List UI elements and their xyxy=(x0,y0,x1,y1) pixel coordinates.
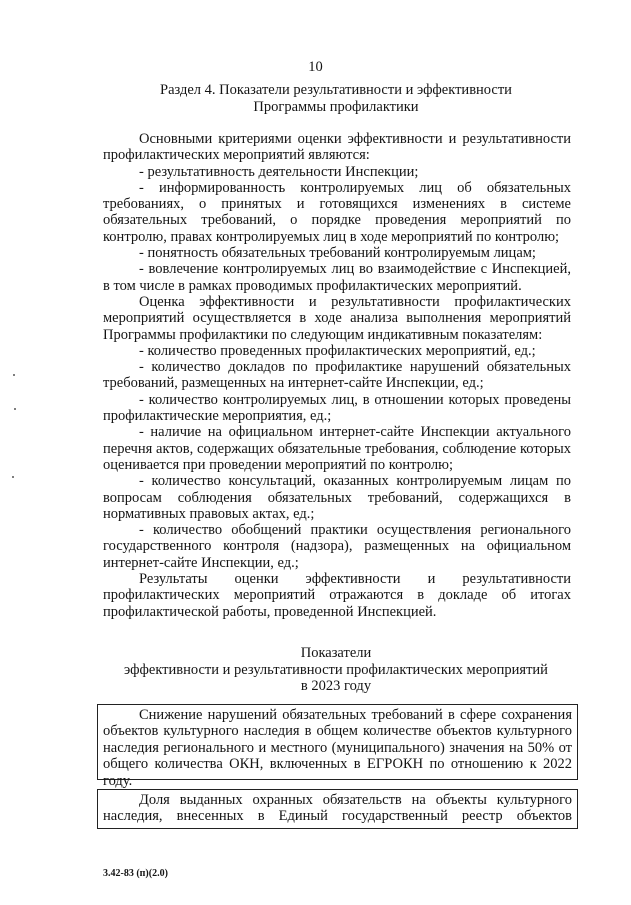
section-title-line-1: Раздел 4. Показатели результативности и эффективности xyxy=(160,82,512,98)
indicator-text: Снижение нарушений обязательных требований в сфере сохранения объектов культурного наследия в общем количестве объектов культурного наследия регионального и местного (муниципального) значения на 50% от общего количества ОКН, включенных в ЕГРОКН по отношению к 2022 году. xyxy=(103,707,572,789)
indicator-cell xyxy=(97,704,578,789)
paragraph: - количество обобщений практики осуществления регионального государственного контроля (надзора), размещенных на официальном интернет-сайте Инспекции, ед.; xyxy=(103,522,571,571)
paragraph: - количество консультаций, оказанных контролируемым лицам по вопросам соблюдения обязательных требований, содержащихся в нормативных правовых актах, ед.; xyxy=(103,473,571,522)
indicator-cell xyxy=(97,789,578,829)
indicators-table-title xyxy=(100,645,572,695)
paragraph: Основными критериями оценки эффективности и результативности профилактических мероприятий являются: xyxy=(103,131,571,164)
scan-speck xyxy=(13,374,15,376)
paragraph: - информированность контролируемых лиц об обязательных требованиях, о принятых и готовящихся изменениях в системе обязательных требований, о порядке проведения мероприятий по контролю, правах контролируемых лиц в ходе мероприятий по контролю; xyxy=(103,179,571,245)
paragraph: - вовлечение контролируемых лиц во взаимодействие с Инспекцией, в том числе в рамках проводимых профилактических мероприятий. xyxy=(103,261,571,294)
paragraph: - понятность обязательных требований контролируемым лицам; xyxy=(139,245,536,262)
paragraph: - количество проведенных профилактических мероприятий, ед.; xyxy=(139,342,536,359)
paragraph: - количество контролируемых лиц, в отношении которых проведены профилактические мероприятия, ед.; xyxy=(103,391,571,425)
paragraph: Оценка эффективности и результативности профилактических мероприятий осуществляется в ходе анализа выполнения мероприятий Программы профилактики по следующим индикативным показателям: xyxy=(103,293,571,343)
paragraph: - наличие на официальном интернет-сайте Инспекции актуального перечня актов, содержащих обязательные требования, соблюдение которых оценивается при проведении мероприятий по контролю; xyxy=(103,424,571,473)
table-title-line-1: Показатели xyxy=(300,645,372,661)
table-title-line-3: в 2023 году xyxy=(300,678,372,694)
page-number: 10 xyxy=(308,59,323,75)
section-title xyxy=(100,82,572,116)
scan-speck xyxy=(12,476,14,478)
paragraph: - результативность деятельности Инспекции; xyxy=(139,163,419,180)
body-text xyxy=(103,131,571,620)
scan-speck xyxy=(14,408,16,410)
document-code: 3.42-83 (п)(2.0) xyxy=(103,868,168,879)
paragraph: Результаты оценки эффективности и результативности профилактических мероприятий отражаются в докладе об итогах профилактической работы, проведенной Инспекцией. xyxy=(103,571,571,620)
indicator-text: Доля выданных охранных обязательств на объекты культурного наследия, внесенных в Единый государственный реестр объектов xyxy=(103,792,572,825)
section-title-line-2: Программы профилактики xyxy=(253,99,419,115)
table-title-line-2: эффективности и результативности профилактических мероприятий xyxy=(124,661,548,678)
paragraph: - количество докладов по профилактике нарушений обязательных требований, размещенных на интернет-сайте Инспекции, ед.; xyxy=(103,359,571,392)
